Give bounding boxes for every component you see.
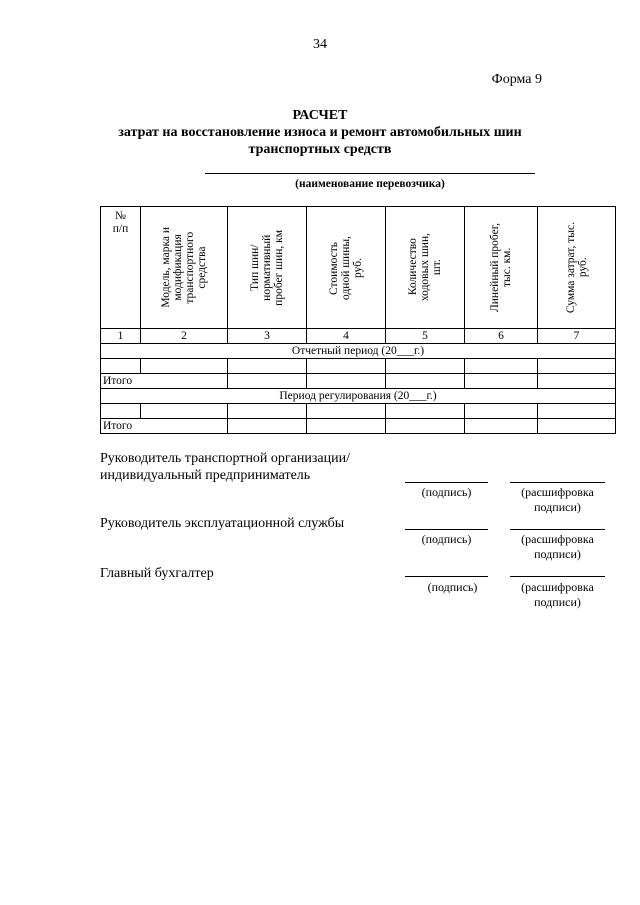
table-cell[interactable] <box>141 359 228 374</box>
table-cell[interactable] <box>307 419 386 434</box>
decode-caption-line1: (расшифровка <box>521 532 594 546</box>
table-cell[interactable] <box>538 359 616 374</box>
signature-line[interactable] <box>405 529 488 530</box>
header-mileage-cell <box>465 207 538 329</box>
table-cell[interactable] <box>141 404 228 419</box>
header-tire-count-cell <box>386 207 465 329</box>
decode-caption-line1: (расшифровка <box>521 485 594 499</box>
decode-caption-line1: (расшифровка <box>521 580 594 594</box>
total-row <box>101 374 616 389</box>
header-tire-cost: Стоимость одной шины, руб. <box>328 235 364 300</box>
signature-line[interactable] <box>405 482 488 483</box>
header-tire-type-cell <box>228 207 307 329</box>
column-number: 2 <box>141 329 228 344</box>
header-model: Модель, марка и модификация транспортного средства <box>160 227 208 308</box>
table-cell[interactable] <box>307 359 386 374</box>
header-tire-cost-cell <box>307 207 386 329</box>
decode-line[interactable] <box>510 529 605 530</box>
table-cell[interactable] <box>101 359 141 374</box>
head-ops-label: Руководитель эксплуатационной службы <box>100 516 345 531</box>
calculation-table <box>100 206 616 434</box>
header-tire-type: Тип шин/ нормативный пробег шин, км <box>249 229 285 306</box>
decode-caption-line2: подписи) <box>534 500 581 514</box>
table-cell[interactable] <box>465 404 538 419</box>
decode-line[interactable] <box>510 482 605 483</box>
signature-caption: (подпись) <box>421 485 472 499</box>
column-number: 1 <box>101 329 141 344</box>
document-subtitle-line1: затрат на восстановление износа и ремонт автомобильных шин <box>118 125 522 140</box>
chief-accountant-label: Главный бухгалтер <box>100 566 214 581</box>
table-cell[interactable] <box>386 374 465 389</box>
column-number: 3 <box>228 329 307 344</box>
decode-caption-line2: подписи) <box>534 595 581 609</box>
header-total-cost: Сумма затрат, тыс. руб. <box>564 221 589 314</box>
column-number: 6 <box>465 329 538 344</box>
header-mileage: Линейный пробег, тыс. км. <box>489 222 513 313</box>
header-tire-count: Количество ходовых шин, шт. <box>407 233 443 302</box>
regulation-period-label: Период регулирования (20___г.) <box>101 389 616 404</box>
page-number: 34 <box>313 37 327 52</box>
table-cell[interactable] <box>538 404 616 419</box>
column-number-row <box>101 329 616 344</box>
table-cell[interactable] <box>386 359 465 374</box>
header-number: № п/п <box>101 207 141 329</box>
table-cell[interactable] <box>228 419 307 434</box>
table-cell[interactable] <box>538 374 616 389</box>
carrier-caption: (наименование перевозчика) <box>295 178 445 190</box>
table-cell[interactable] <box>228 374 307 389</box>
carrier-name-line[interactable] <box>205 173 535 174</box>
table-row <box>101 359 616 374</box>
table-cell[interactable] <box>386 419 465 434</box>
document-title: РАСЧЕТ <box>292 108 348 123</box>
table-cell[interactable] <box>101 404 141 419</box>
form-label: Форма 9 <box>491 72 542 87</box>
reporting-period-label: Отчетный период (20___г.) <box>101 344 616 359</box>
column-number: 4 <box>307 329 386 344</box>
header-model-cell <box>141 207 228 329</box>
decode-caption-line2: подписи) <box>534 547 581 561</box>
header-total-cost-cell <box>538 207 616 329</box>
signature-caption: (подпись) <box>427 580 478 594</box>
head-org-label: Руководитель транспортной организации/ индивидуальный предприниматель <box>100 451 350 483</box>
column-number: 5 <box>386 329 465 344</box>
total-label: Итого <box>101 374 228 389</box>
regulation-period-row <box>101 389 616 404</box>
table-cell[interactable] <box>465 359 538 374</box>
table-cell[interactable] <box>228 359 307 374</box>
table-cell[interactable] <box>465 374 538 389</box>
table-cell[interactable] <box>386 404 465 419</box>
column-number: 7 <box>538 329 616 344</box>
signature-line[interactable] <box>405 576 488 577</box>
table-header-row <box>101 207 616 329</box>
table-cell[interactable] <box>228 404 307 419</box>
table-cell[interactable] <box>465 419 538 434</box>
table-cell[interactable] <box>307 404 386 419</box>
table-row <box>101 404 616 419</box>
table-cell[interactable] <box>538 419 616 434</box>
document-subtitle-line2: транспортных средств <box>248 142 392 157</box>
decode-line[interactable] <box>510 576 605 577</box>
signature-caption: (подпись) <box>421 532 472 546</box>
reporting-period-row <box>101 344 616 359</box>
total-label: Итого <box>101 419 228 434</box>
table-cell[interactable] <box>307 374 386 389</box>
total-row <box>101 419 616 434</box>
